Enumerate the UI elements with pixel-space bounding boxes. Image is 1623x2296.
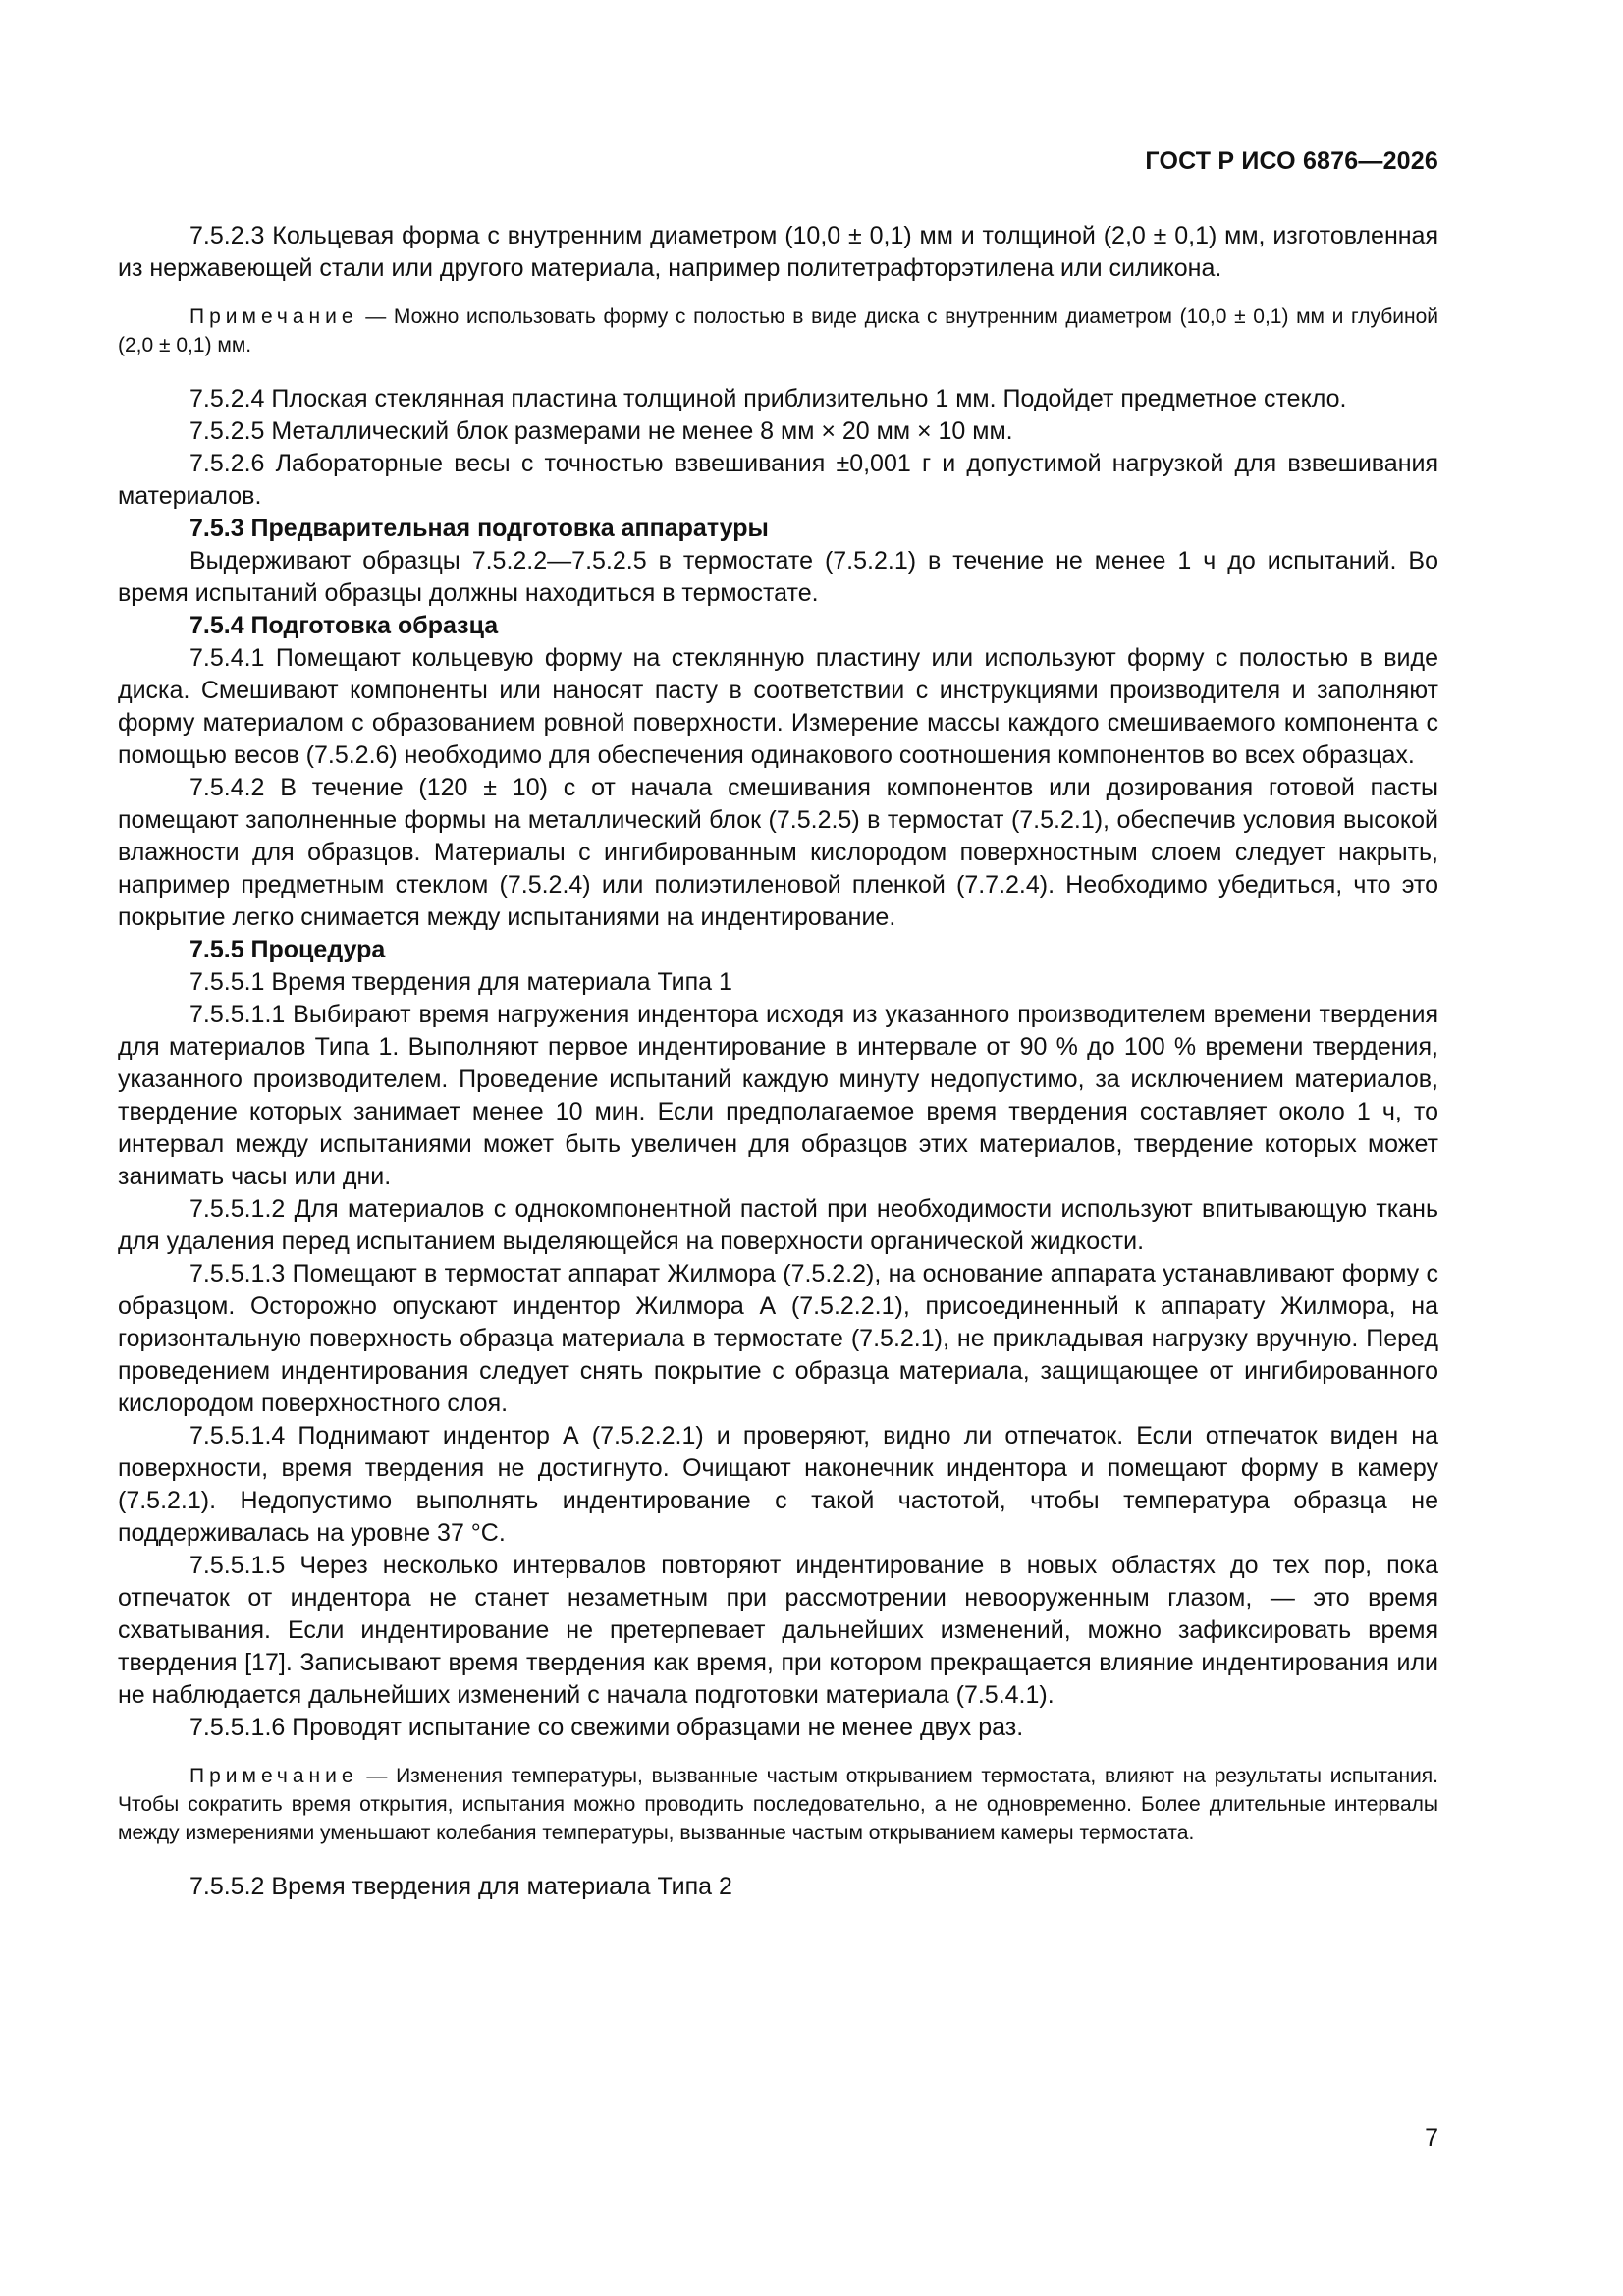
note-1-text: — Можно использовать форму с полостью в виде диска с внутренним диаметром (10,0 ± 0,1) мм и глубиной (2,0 ± 0,1) мм. xyxy=(118,305,1438,356)
heading-7-5-4: 7.5.4 Подготовка образца xyxy=(189,612,499,639)
paragraph-7-5-2-5: 7.5.2.5 Металлический блок размерами не менее 8 мм × 20 мм × 10 мм. xyxy=(189,417,1013,445)
page-number: 7 xyxy=(1425,2124,1438,2152)
paragraph-7-5-2-6: 7.5.2.6 Лабораторные весы с точностью взвешивания ±0,001 г и допустимой нагрузкой для взвешивания материалов. xyxy=(118,450,1438,510)
paragraph-7-5-5-1-6: 7.5.5.1.6 Проводят испытание со свежими образцами не менее двух раз. xyxy=(189,1714,1024,1741)
paragraph-7-5-5-1-2: 7.5.5.1.2 Для материалов с однокомпонентной пастой при необходимости используют впитывающую ткань для удаления перед испытанием выделяющейся на поверхности органической жидкости. xyxy=(118,1195,1438,1255)
document-body xyxy=(118,220,1438,1903)
paragraph-7-5-5-1-5: 7.5.5.1.5 Через несколько интервалов повторяют индентирование в новых областях до тех пор, пока отпечаток от индентора не станет незаметным при рассмотрении невооруженным глазом, — это время схватывания. Если индентирование не претерпевает дальнейших изменений, можно зафиксировать время твердения [17]. Записывают время твердения как время, при котором прекращается влияние индентирования или не наблюдается дальнейших изменений с начала подготовки материала (7.5.4.1). xyxy=(118,1552,1438,1709)
paragraph-7-5-4-1: 7.5.4.1 Помещают кольцевую форму на стеклянную пластину или используют форму с полостью в виде диска. Смешивают компоненты или наносят пасту в соответствии с инструкциями производителя и заполняют форму материалом с образованием ровной поверхности. Измерение массы каждого смешиваемого компонента с помощью весов (7.5.2.6) необходимо для обеспечения одинакового соотношения компонентов во всех образцах. xyxy=(118,644,1438,769)
note-2 xyxy=(118,1762,1438,1847)
paragraph-7-5-5-1-3: 7.5.5.1.3 Помещают в термостат аппарат Жилмора (7.5.2.2), на основание аппарата устанавливают форму с образцом. Осторожно опускают индентор Жилмора А (7.5.2.2.1), присоединенный к аппарату Жилмора, на горизонтальную поверхность образца материала в термостате (7.5.2.1), не прикладывая нагрузку вручную. Перед проведением индентирования следует снять покрытие с образца материала, защищающее от ингибированного кислородом поверхностного слоя. xyxy=(118,1260,1438,1417)
paragraph-7-5-4-2: 7.5.4.2 В течение (120 ± 10) с от начала смешивания компонентов или дозирования готовой пасты помещают заполненные формы на металлический блок (7.5.2.5) в термостат (7.5.2.1), обеспечив условия высокой влажности для образцов. Материалы с ингибированным кислородом поверхностным слоем следует накрыть, например предметным стеклом (7.5.2.4) или полиэтиленовой пленкой (7.7.2.4). Необходимо убедиться, что это покрытие легко снимается между испытаниями на индентирование. xyxy=(118,774,1438,931)
note-1-label: Примечание xyxy=(189,305,358,328)
heading-7-5-3: 7.5.3 Предварительная подготовка аппаратуры xyxy=(189,515,769,542)
paragraph-7-5-5-1-4: 7.5.5.1.4 Поднимают индентор А (7.5.2.2.1) и проверяют, видно ли отпечаток. Если отпечаток виден на поверхности, время твердения не достигнуто. Очищают наконечник индентора и помещают форму в камеру (7.5.2.1). Недопустимо выполнять индентирование с такой частотой, чтобы температура образца не поддерживалась на уровне 37 °С. xyxy=(118,1422,1438,1547)
document-id-header: ГОСТ Р ИСО 6876—2026 xyxy=(1145,147,1438,175)
paragraph-7-5-2-3: 7.5.2.3 Кольцевая форма с внутренним диаметром (10,0 ± 0,1) мм и толщиной (2,0 ± 0,1) мм, изготовленная из нержавеющей стали или другого материала, например политетрафторэтилена или силикона. xyxy=(118,222,1438,282)
paragraph-7-5-5-1-1: 7.5.5.1.1 Выбирают время нагружения индентора исходя из указанного производителем времени твердения для материалов Типа 1. Выполняют первое индентирование в интервале от 90 % до 100 % времени твердения, указанного производителем. Проведение испытаний каждую минуту недопустимо, за исключением материалов, твердение которых занимает менее 10 мин. Если предполагаемое время твердения составляет около 1 ч, то интервал между испытаниями может быть увеличен для образцов этих материалов, твердение которых может занимать часы или дни. xyxy=(118,1001,1438,1190)
note-2-text: — Изменения температуры, вызванные частым открыванием термостата, влияют на результаты испытания. Чтобы сократить время открытия, испытания можно проводить последовательно, а не одновременно. Более длительные интервалы между измерениями уменьшают колебания температуры, вызванные частым открыванием камеры термостата. xyxy=(118,1765,1438,1844)
paragraph-7-5-3: Выдерживают образцы 7.5.2.2—7.5.2.5 в термостате (7.5.2.1) в течение не менее 1 ч до испытаний. Во время испытаний образцы должны находиться в термостате. xyxy=(118,547,1438,607)
paragraph-7-5-5-1: 7.5.5.1 Время твердения для материала Типа 1 xyxy=(189,968,732,996)
note-1 xyxy=(118,302,1438,359)
paragraph-7-5-5-2: 7.5.5.2 Время твердения для материала Типа 2 xyxy=(189,1873,732,1900)
note-2-label: Примечание xyxy=(189,1765,358,1787)
paragraph-7-5-2-4: 7.5.2.4 Плоская стеклянная пластина толщиной приблизительно 1 мм. Подойдет предметное стекло. xyxy=(189,385,1347,412)
heading-7-5-5: 7.5.5 Процедура xyxy=(189,936,386,963)
